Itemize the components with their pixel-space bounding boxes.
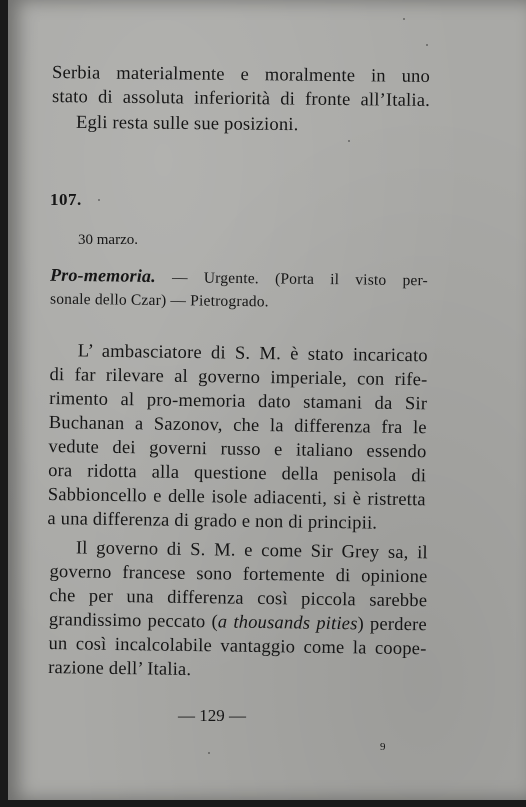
text-line: a una differenza di grado e non di principii. bbox=[47, 509, 378, 534]
signature-mark: 9 bbox=[380, 741, 386, 753]
text-line: Buchanan a Sazonov, che la differenza fra le bbox=[48, 413, 427, 439]
page-number: — 129 — bbox=[178, 706, 246, 725]
text-line: un così incalcolabile vantaggio come la coope- bbox=[48, 634, 427, 660]
document-number: 107. bbox=[50, 190, 82, 209]
text-line: L’ ambasciatore di S. M. è stato incaricato bbox=[77, 341, 428, 367]
memo-title: Pro-memoria. bbox=[49, 264, 157, 286]
print-speck bbox=[208, 752, 210, 754]
text-segment: ) perdere bbox=[357, 614, 427, 636]
paragraph-2 bbox=[4, 0, 526, 807]
text-line: di far rilevare al governo imperiale, con rife- bbox=[49, 365, 428, 391]
text-line: Sabbioncello e delle isole adiacenti, si è ristretta bbox=[47, 485, 426, 511]
book-page bbox=[8, 0, 526, 800]
print-speck bbox=[348, 140, 350, 142]
text-line: vedute dei governi russo e italiano essendo bbox=[48, 437, 427, 463]
text-segment: grandissimo peccato ( bbox=[48, 610, 219, 633]
text-line: Serbia materialmente e moralmente in uno bbox=[51, 63, 431, 87]
text-line: che per una differenza così piccola sarebbe bbox=[49, 586, 428, 612]
text-line: ora ridotta alla questione della penisola di bbox=[48, 461, 427, 487]
text-line: governo francese sono fortemente di opinione bbox=[49, 562, 428, 588]
document-date: 30 marzo. bbox=[78, 232, 138, 248]
memo-heading-rest: — Urgente. (Porta il visto per- bbox=[155, 268, 429, 290]
text-line bbox=[49, 609, 427, 636]
text-line: stato di assoluta inferiorità di fronte all’Italia. bbox=[51, 87, 431, 111]
memo-heading-line2: sonale dello Czar) — Pietrogrado. bbox=[49, 290, 269, 311]
text-line: razione dell’ Italia. bbox=[48, 658, 192, 681]
text-line: rimento al pro-memoria dato stamani da Sir bbox=[49, 389, 428, 415]
print-speck bbox=[403, 18, 405, 20]
print-speck bbox=[426, 44, 428, 46]
text-line: Il governo di S. M. e come Sir Grey sa, il bbox=[75, 538, 428, 564]
text-line: Egli resta sulle sue posizioni. bbox=[75, 112, 299, 136]
italic-phrase: a thousands pities bbox=[217, 612, 358, 635]
print-speck bbox=[98, 199, 100, 201]
